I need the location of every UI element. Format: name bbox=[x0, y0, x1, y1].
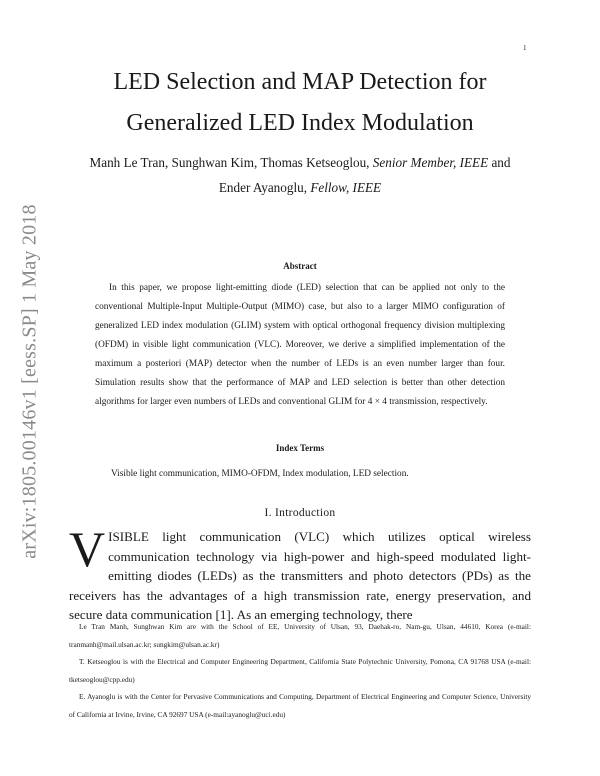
paper-title bbox=[60, 62, 540, 144]
title-line-1: LED Selection and MAP Detection for bbox=[113, 69, 487, 95]
abstract-heading: Abstract bbox=[283, 261, 317, 271]
drop-cap: V bbox=[69, 521, 106, 577]
introduction-text: ISIBLE light communication (VLC) which utilizes optical wireless communication technology via high-power and high-speed modulated light-emitting diodes (LEDs) as the transmitters and photo detectors (PDs) as the receivers has the advantages of a high transmission rate, energy preservation, and secure data communication [1]. As an emerging technology, there bbox=[69, 529, 531, 622]
page-number: 1 bbox=[523, 44, 527, 52]
author-role-1: Senior Member, IEEE bbox=[372, 155, 489, 170]
author-names-2: Ender Ayanoglu, bbox=[218, 180, 311, 195]
footnote-3: E. Ayanoglu is with the Center for Pervasive Communications and Computing, Department of Electrical Engineering and Computer Science, University of California at Irvine, Irvine, CA 92697 USA (e-mail:ayanoglu@uci.edu) bbox=[69, 692, 531, 719]
author-names-1: Manh Le Tran, Sunghwan Kim, Thomas Ketseoglou, bbox=[89, 155, 373, 170]
author-role-2: Fellow, IEEE bbox=[310, 180, 382, 195]
author-line-1 bbox=[70, 150, 530, 175]
footnote-2: T. Ketseoglou is with the Electrical and Computer Engineering Department, California State Polytechnic University, Pomona, CA 91768 USA (e-mail: tketseoglou@cpp.edu) bbox=[69, 657, 531, 684]
introduction-paragraph bbox=[69, 521, 531, 625]
abstract-text: In this paper, we propose light-emitting diode (LED) selection that can be applied not only to the conventional Multiple-Input Multiple-Output (MIMO) case, but also to a larger MIMO configuration of generalized LED index modulation (GLIM) system with optical orthogonal frequency division multiplexing (OFDM) in visible light communication (VLC). Moreover, we derive a simplified implementation of the maximum a posteriori (MAP) detector when the number of LEDs is an even number larger than four. Simulation results show that the performance of MAP and LED selection is better than other detection algorithms for larger even numbers of LEDs and conventional GLIM for 4 × 4 transmission, respectively. bbox=[95, 283, 505, 407]
author-and: and bbox=[488, 155, 511, 170]
section-heading: I. Introduction bbox=[264, 507, 336, 519]
author-list bbox=[70, 150, 530, 200]
footnotes bbox=[69, 618, 531, 723]
footnote-1: Le Tran Manh, Sunghwan Kim are with the School of EE, University of Ulsan, 93, Daehak-ro, Nam-gu, Ulsan, 44610, Korea (e-mail: tranmanh@mail.ulsan.ac.kr; sungkim@ulsan.ac.kr) bbox=[69, 622, 531, 649]
index-terms-heading: Index Terms bbox=[275, 443, 325, 453]
author-line-2 bbox=[70, 175, 530, 200]
index-terms-text: Visible light communication, MIMO-OFDM, Index modulation, LED selection. bbox=[111, 469, 409, 479]
arxiv-identifier: arXiv:1805.00146v1 [eess.SP] 1 May 2018 bbox=[18, 204, 41, 559]
title-line-2: Generalized LED Index Modulation bbox=[126, 110, 474, 136]
